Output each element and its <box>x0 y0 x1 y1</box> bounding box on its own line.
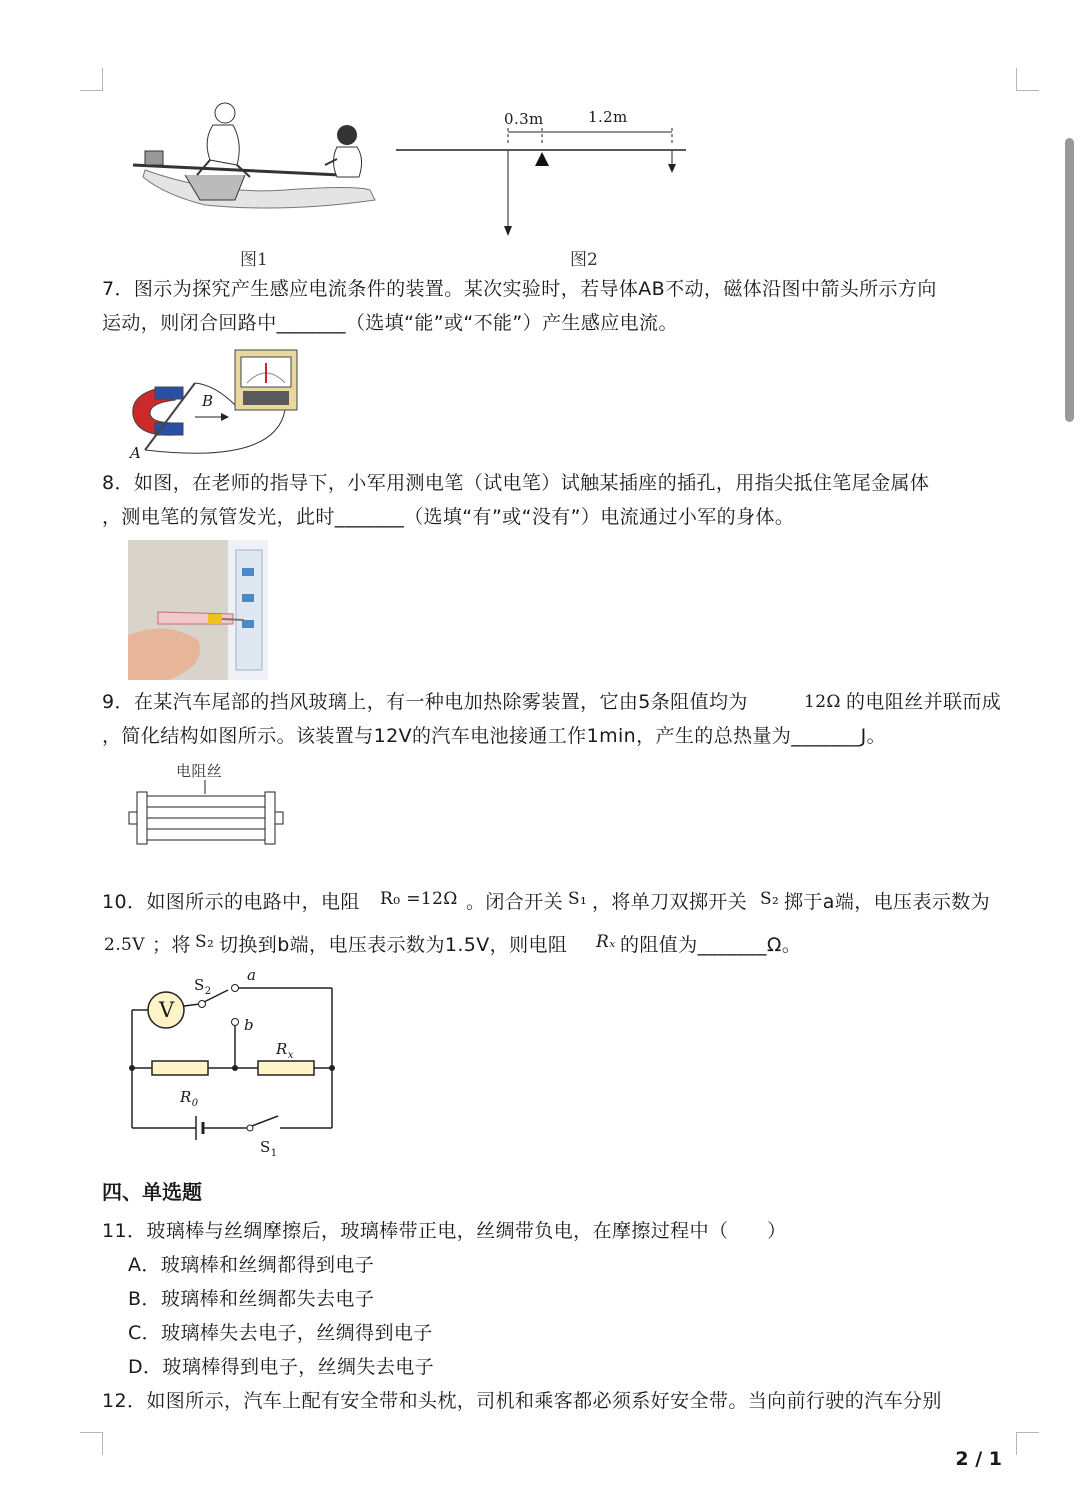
question-10-line-2-part-c: 的阻值为_______Ω。 <box>620 934 802 956</box>
terminal-b-label: b <box>244 1016 255 1034</box>
question-10-voltage-value: 2.5V <box>104 935 145 955</box>
question-11-option-a: A．玻璃棒和丝绸都得到电子 <box>128 1254 375 1276</box>
test-pen-photo <box>128 540 268 680</box>
question-9-line-1-part-a: 9．在某汽车尾部的挡风玻璃上，有一种电加热除雾装置，它由5条阻值均为 <box>102 691 748 713</box>
question-9-resistance-value: 12Ω <box>804 692 841 712</box>
page-indicator: 2 / 1 <box>955 1448 1002 1470</box>
question-10-s2-symbol: S₂ <box>760 889 780 909</box>
question-11-stem: 11．玻璃棒与丝绸摩擦后，玻璃棒带正电，丝绸带负电，在摩擦过程中（ ） <box>102 1220 787 1242</box>
question-7-line-1: 7．图示为探究产生感应电流条件的装置。某次实验时，若导体AB不动，磁体沿图中箭头所示方向 <box>102 278 937 300</box>
question-11-option-c: C．玻璃棒失去电子，丝绸得到电子 <box>128 1322 433 1344</box>
question-10-rx-symbol: Rₓ <box>596 932 616 952</box>
question-10-s2-symbol-2: S₂ <box>195 932 215 952</box>
question-10-s1-symbol: S₁ <box>568 889 588 909</box>
switch-s1-label: $S_1$ <box>260 1138 278 1159</box>
question-9-line-2: ，简化结构如图所示。该装置与12V的汽车电池接通工作1min，产生的总热量为_______J。 <box>102 725 886 747</box>
question-11-option-d: D．玻璃棒得到电子，丝绸失去电子 <box>128 1356 435 1378</box>
question-12-stem: 12．如图所示，汽车上配有安全带和头枕，司机和乘客都必须系好安全带。当向前行驶的汽车分别 <box>102 1390 942 1412</box>
switch-s2-label: $S_2$ <box>194 976 212 997</box>
resistor-r0-label: $R_0$ <box>180 1088 199 1109</box>
figure-2-caption: 图2 <box>570 250 598 270</box>
point-b-label: B <box>202 392 214 410</box>
induction-apparatus-diagram <box>125 345 305 460</box>
question-10-line-1-part-c: ，将单刀双掷开关 <box>592 891 748 913</box>
question-9-line-1-part-b: 的电阻丝并联而成 <box>846 691 1002 713</box>
corner-mark-top-left <box>80 68 103 91</box>
figure-1-caption: 图1 <box>240 250 268 270</box>
defogger-grid-diagram <box>125 778 285 848</box>
terminal-a-label: a <box>247 966 257 984</box>
resistor-rx-label: $R_x$ <box>276 1040 294 1061</box>
question-10-line-2-part-a: ；将 <box>152 934 191 956</box>
corner-mark-top-right <box>1016 68 1039 91</box>
question-10-line-1-part-a: 10．如图所示的电路中，电阻 <box>102 891 360 913</box>
question-8-line-1: 8．如图，在老师的指导下，小军用测电笔（试电笔）试触某插座的插孔，用指尖抵住笔尾金属体 <box>102 472 930 494</box>
question-10-line-2-part-b: 切换到b端，电压表示数为1.5V，则电阻 <box>219 934 568 956</box>
distance-label-right: 1.2m <box>588 108 628 126</box>
resistance-wire-label: 电阻丝 <box>176 762 223 780</box>
voltmeter-label: V <box>159 998 175 1022</box>
vertical-scrollbar[interactable] <box>1065 138 1074 422</box>
question-10-r0-value: R₀ =12Ω <box>380 889 458 909</box>
seesaw-illustration <box>125 95 385 220</box>
distance-label-left: 0.3m <box>504 110 544 128</box>
section-heading: 四、单选题 <box>102 1180 202 1204</box>
question-7-line-2: 运动，则闭合回路中_______（选填“能”或“不能”）产生感应电流。 <box>102 312 678 334</box>
question-8-line-2: ，测电笔的氖管发光，此时_______（选填“有”或“没有”）电流通过小军的身体。 <box>102 506 795 528</box>
corner-mark-bottom-left <box>80 1432 103 1455</box>
corner-mark-bottom-right <box>1016 1432 1039 1455</box>
question-11-option-b: B．玻璃棒和丝绸都失去电子 <box>128 1288 375 1310</box>
point-a-label: A <box>130 444 142 462</box>
question-10-line-1-part-d: 掷于a端，电压表示数为 <box>784 891 991 913</box>
question-10-line-1-part-b: 。闭合开关 <box>466 891 564 913</box>
